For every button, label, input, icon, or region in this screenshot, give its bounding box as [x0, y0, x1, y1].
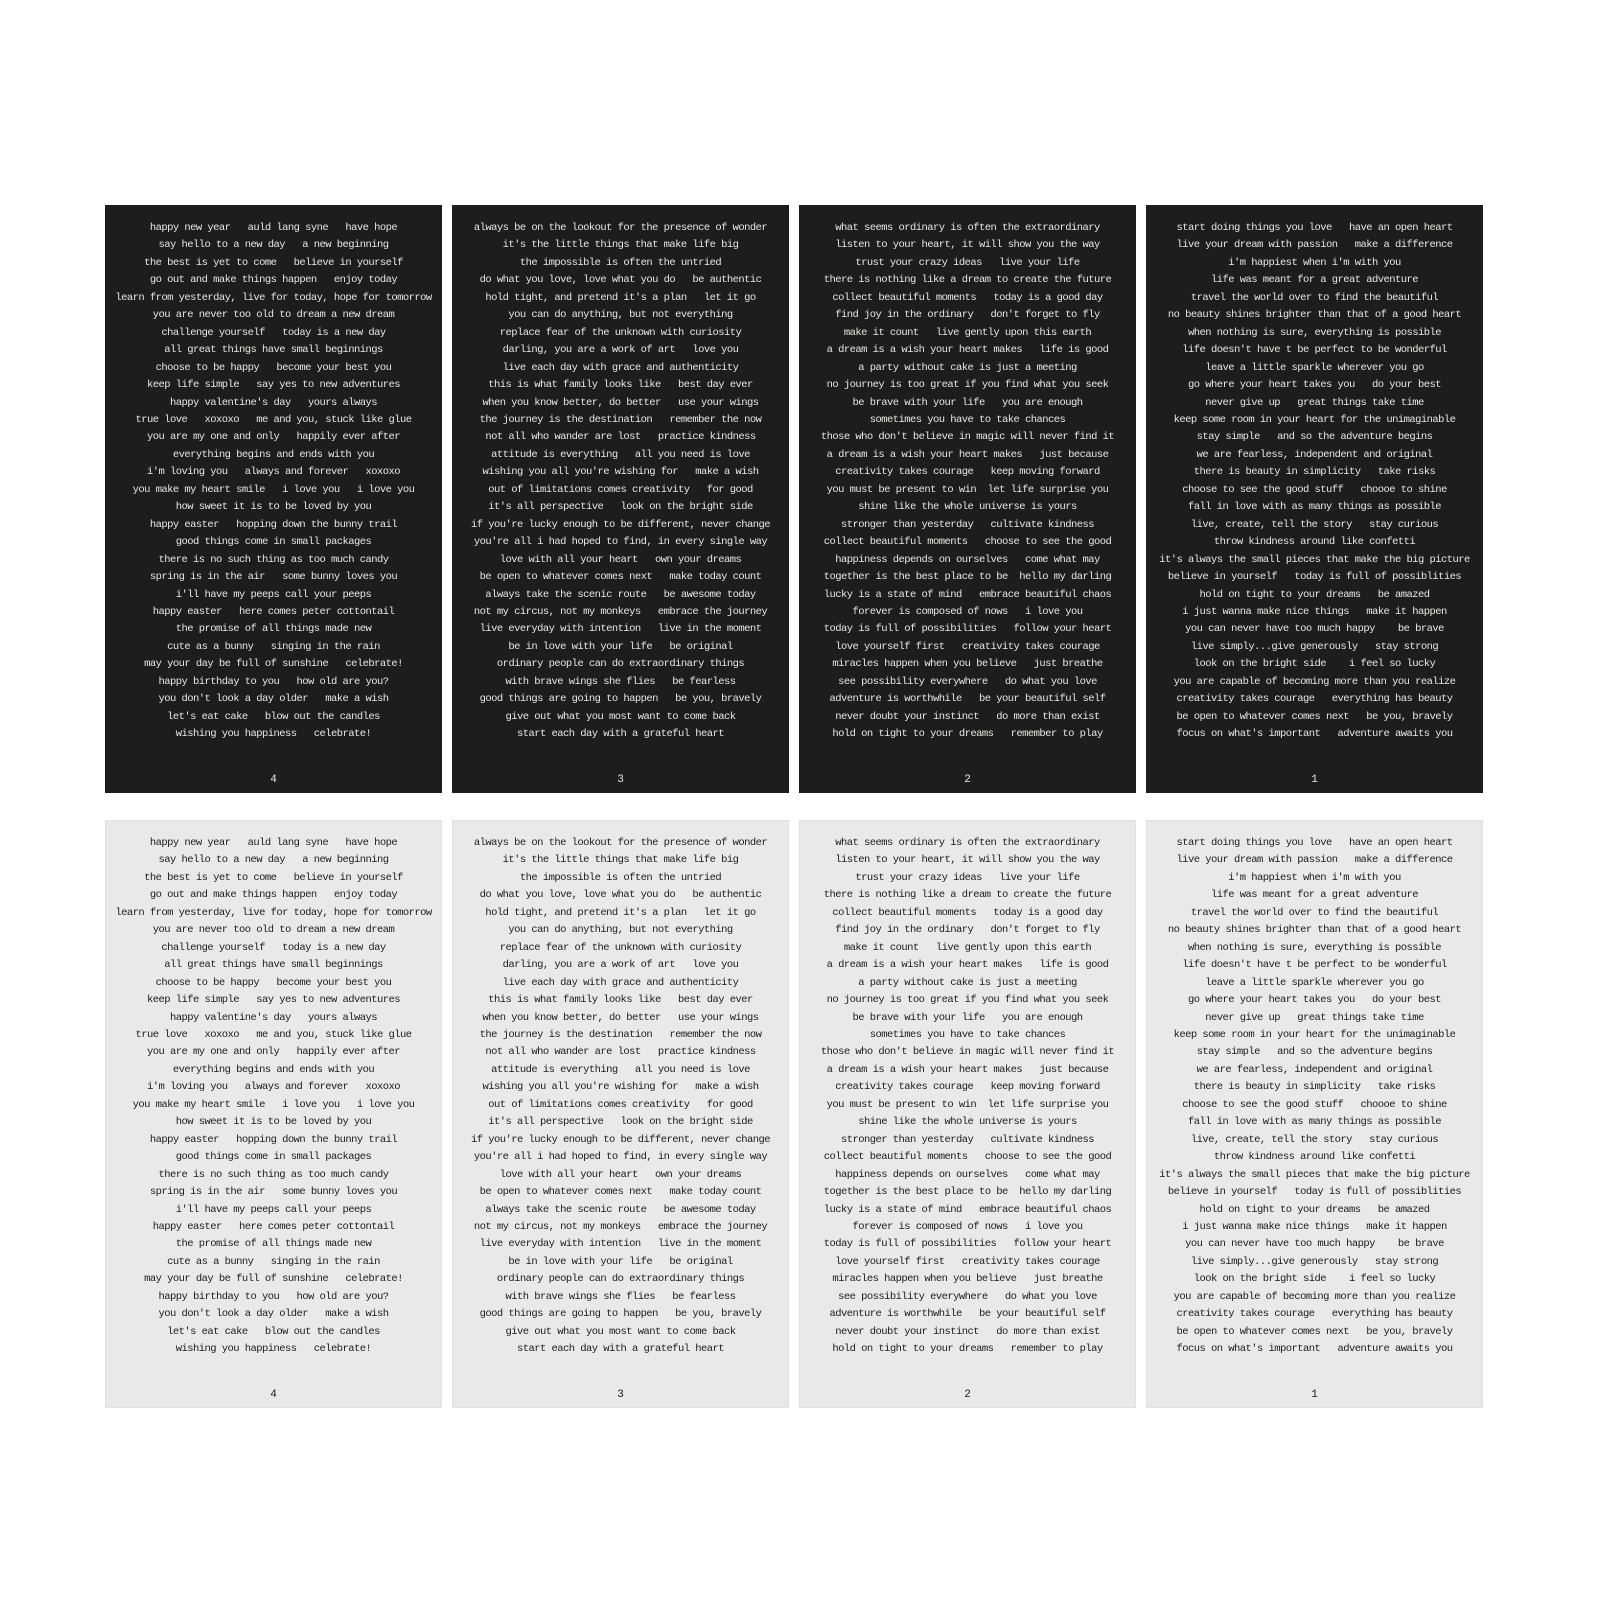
phrase-line: say hello to a new day a new beginning	[158, 854, 389, 867]
phrase-line: choose to see the good stuff choooe to shine	[1182, 1098, 1447, 1111]
phrase-line: stronger than yesterday cultivate kindness	[840, 518, 1095, 531]
phrase-line: fall in love with as many things as possible	[1187, 501, 1442, 514]
phrase-line: wishing you happiness celebrate!	[175, 728, 372, 741]
phrase-line: shine like the whole universe is yours	[858, 1116, 1077, 1129]
phrase-line: live each day with grace and authenticity	[502, 361, 739, 374]
phrase-line: love with all your heart own your dreams	[499, 553, 742, 566]
phrase-line: go where your heart takes you do your best	[1187, 379, 1442, 392]
phrase-line: there is nothing like a dream to create the future	[823, 274, 1112, 287]
phrase-lines	[114, 220, 433, 744]
phrase-line: creativity takes courage keep moving forward	[835, 1081, 1100, 1094]
sheet-number: 1	[1311, 1389, 1318, 1401]
phrase-line: happy birthday to you how old are you?	[158, 675, 389, 688]
phrase-line: it's all perspective look on the bright side	[488, 501, 753, 514]
phrase-line: this is what family looks like best day ever	[488, 994, 753, 1007]
phrase-line: there is no such thing as too much candy	[158, 553, 389, 566]
phrase-lines	[808, 835, 1127, 1359]
sheet-number: 2	[964, 1389, 971, 1401]
phrase-line: challenge yourself today is a new day	[161, 941, 386, 954]
sticker-sheet-white-2	[799, 820, 1136, 1408]
phrase-line: stay simple and so the adventure begins	[1196, 431, 1433, 444]
phrase-line: trust your crazy ideas live your life	[855, 871, 1080, 884]
phrase-line: live, create, tell the story stay curious	[1190, 1133, 1439, 1146]
phrase-line: all great things have small beginnings	[164, 959, 383, 972]
phrase-line: darling, you are a work of art love you	[502, 344, 739, 357]
phrase-line: it's the little things that make life big	[502, 239, 739, 252]
phrase-line: go where your heart takes you do your best	[1187, 994, 1442, 1007]
phrase-line: be in love with your life be original	[508, 640, 733, 653]
phrase-line: start each day with a grateful heart	[516, 1343, 725, 1356]
phrase-line: the best is yet to come believe in yourself	[144, 871, 403, 884]
phrase-line: be open to whatever comes next make today count	[479, 571, 762, 584]
phrase-line: good things are going to happen be you, bravely	[479, 1308, 762, 1321]
phrase-line: not all who wander are lost practice kindness	[485, 1046, 756, 1059]
phrase-line: focus on what's important adventure awaits you	[1176, 728, 1453, 741]
phrase-line: it's the little things that make life big	[502, 854, 739, 867]
phrase-line: throw kindness around like confetti	[1213, 1151, 1416, 1164]
phrase-line: leave a little sparkle wherever you go	[1205, 976, 1424, 989]
sheet-number: 2	[964, 774, 971, 786]
phrase-line: you're all i had hoped to find, in every single way	[473, 536, 768, 549]
phrase-line: happy valentine's day yours always	[169, 396, 378, 409]
phrase-line: you can do anything, but not everything	[508, 924, 733, 937]
phrase-line: the promise of all things made new	[175, 1238, 372, 1251]
phrase-line: miracles happen when you believe just breathe	[832, 1273, 1103, 1286]
phrase-line: go out and make things happen enjoy today	[149, 274, 398, 287]
sticker-sheet-white-1	[1146, 820, 1483, 1408]
phrase-line: be brave with your life you are enough	[852, 396, 1083, 409]
phrase-line: attitude is everything all you need is love	[491, 448, 750, 461]
phrase-line: give out what you most want to come back	[505, 1325, 736, 1338]
phrase-line: collect beautiful moments choose to see the good	[823, 536, 1112, 549]
sticker-sheet-black-3	[452, 205, 789, 793]
phrase-line: say hello to a new day a new beginning	[158, 239, 389, 252]
phrase-line: happy new year auld lang syne have hope	[149, 222, 398, 234]
phrase-line: i just wanna make nice things make it happen	[1182, 1220, 1447, 1233]
phrase-line: leave a little sparkle wherever you go	[1205, 361, 1424, 374]
phrase-line: look on the bright side i feel so lucky	[1193, 658, 1436, 671]
phrase-line: look on the bright side i feel so lucky	[1193, 1273, 1436, 1286]
phrase-line: always be on the lookout for the presence of wonder	[473, 837, 768, 849]
phrase-line: focus on what's important adventure awaits you	[1176, 1343, 1453, 1356]
phrase-line: fall in love with as many things as possible	[1187, 1116, 1442, 1129]
phrase-line: there is no such thing as too much candy	[158, 1168, 389, 1181]
phrase-lines	[1155, 220, 1474, 744]
phrase-line: start doing things you love have an open heart	[1176, 222, 1453, 234]
phrase-line: learn from yesterday, live for today, hope for tomorrow	[115, 906, 432, 919]
phrase-line: the journey is the destination remember the now	[479, 1028, 762, 1041]
phrase-line: stronger than yesterday cultivate kindness	[840, 1133, 1095, 1146]
phrase-line: listen to your heart, it will show you the way	[835, 239, 1100, 252]
phrase-line: never give up great things take time	[1205, 1011, 1424, 1024]
phrase-line: everything begins and ends with you	[172, 1063, 375, 1076]
phrase-line: never give up great things take time	[1205, 396, 1424, 409]
phrase-line: choose to be happy become your best you	[155, 976, 392, 989]
phrase-line: wishing you all you're wishing for make a wish	[482, 466, 759, 479]
phrase-line: there is beauty in simplicity take risks	[1193, 1081, 1436, 1094]
phrase-line: hold tight, and pretend it's a plan let it go	[485, 906, 756, 919]
phrase-line: not my circus, not my monkeys embrace the journey	[473, 605, 768, 618]
sticker-sheet-black-4	[105, 205, 442, 793]
phrase-line: wishing you all you're wishing for make a wish	[482, 1081, 759, 1094]
phrase-line: happy birthday to you how old are you?	[158, 1290, 389, 1303]
phrase-line: be open to whatever comes next be you, bravely	[1176, 710, 1453, 723]
phrase-line: when nothing is sure, everything is possible	[1187, 326, 1442, 339]
phrase-line: live each day with grace and authenticity	[502, 976, 739, 989]
phrase-line: a party without cake is just a meeting	[858, 361, 1077, 374]
phrase-line: there is beauty in simplicity take risks	[1193, 466, 1436, 479]
phrase-line: when you know better, do better use your wings	[482, 396, 759, 409]
phrase-line: keep life simple say yes to new adventures	[146, 379, 401, 392]
phrase-line: you can never have too much happy be brave	[1185, 1238, 1444, 1251]
phrase-lines	[1155, 835, 1474, 1359]
phrase-line: not my circus, not my monkeys embrace the journey	[473, 1220, 768, 1233]
phrase-line: good things come in small packages	[175, 1151, 372, 1164]
phrase-line: we are fearless, independent and original	[1196, 448, 1433, 461]
phrase-line: be brave with your life you are enough	[852, 1011, 1083, 1024]
phrase-line: wishing you happiness celebrate!	[175, 1343, 372, 1356]
phrase-line: those who don't believe in magic will never find it	[820, 431, 1115, 444]
phrase-line: adventure is worthwhile be your beautiful self	[829, 693, 1106, 706]
phrase-line: do what you love, love what you do be authentic	[479, 274, 762, 287]
phrase-line: no journey is too great if you find what you seek	[826, 994, 1109, 1007]
phrase-line: ordinary people can do extraordinary things	[496, 1273, 745, 1286]
phrase-line: live your dream with passion make a difference	[1176, 854, 1453, 867]
phrase-line: replace fear of the unknown with curiosity	[499, 326, 742, 339]
phrase-line: replace fear of the unknown with curiosity	[499, 941, 742, 954]
phrase-line: true love xoxoxo me and you, stuck like glue	[135, 1028, 412, 1041]
phrase-line: creativity takes courage keep moving forward	[835, 466, 1100, 479]
phrase-line: spring is in the air some bunny loves you	[149, 571, 398, 584]
phrase-line: the impossible is often the untried	[519, 256, 722, 269]
phrase-line: spring is in the air some bunny loves you	[149, 1186, 398, 1199]
phrase-line: sometimes you have to take chances	[869, 413, 1066, 426]
phrase-line: i'll have my peeps call your peeps	[175, 588, 372, 601]
phrase-line: hold on tight to your dreams be amazed	[1199, 588, 1430, 601]
phrase-line: true love xoxoxo me and you, stuck like glue	[135, 413, 412, 426]
phrase-line: you are capable of becoming more than you realize	[1173, 1290, 1456, 1303]
phrase-line: you don't look a day older make a wish	[158, 693, 389, 706]
phrase-line: forever is composed of nows i love you	[852, 605, 1083, 618]
phrase-line: cute as a bunny singing in the rain	[167, 1255, 380, 1268]
phrase-line: travel the world over to find the beautiful	[1190, 906, 1439, 919]
phrase-line: with brave wings she flies be fearless	[505, 1290, 736, 1303]
phrase-line: stay simple and so the adventure begins	[1196, 1046, 1433, 1059]
phrase-line: challenge yourself today is a new day	[161, 326, 386, 339]
phrase-line: live simply...give generously stay strong	[1190, 640, 1439, 653]
phrase-line: keep some room in your heart for the unimaginable	[1173, 413, 1456, 426]
phrase-line: start doing things you love have an open heart	[1176, 837, 1453, 849]
phrase-line: you are never too old to dream a new dream	[152, 924, 395, 937]
phrase-line: you must be present to win let life surprise you	[826, 483, 1109, 496]
phrase-line: be in love with your life be original	[508, 1255, 733, 1268]
phrase-line: love with all your heart own your dreams	[499, 1168, 742, 1181]
phrase-lines	[114, 835, 433, 1359]
phrase-line: adventure is worthwhile be your beautiful self	[829, 1308, 1106, 1321]
phrase-line: the impossible is often the untried	[519, 871, 722, 884]
phrase-line: may your day be full of sunshine celebrate!	[144, 658, 403, 671]
sticker-sheet-white-3	[452, 820, 789, 1408]
phrase-line: there is nothing like a dream to create the future	[823, 889, 1112, 902]
phrase-line: do what you love, love what you do be authentic	[479, 889, 762, 902]
phrase-line: hold on tight to your dreams be amazed	[1199, 1203, 1430, 1216]
phrase-line: you can never have too much happy be brave	[1185, 623, 1444, 636]
phrase-line: let's eat cake blow out the candles	[167, 1325, 380, 1338]
phrase-line: good things are going to happen be you, bravely	[479, 693, 762, 706]
phrase-line: it's all perspective look on the bright side	[488, 1116, 753, 1129]
phrase-line: life was meant for a great adventure	[1210, 274, 1419, 287]
phrase-line: lucky is a state of mind embrace beautiful chaos	[823, 588, 1112, 601]
phrase-line: out of limitations comes creativity for good	[488, 1098, 753, 1111]
phrase-line: collect beautiful moments today is a good day	[832, 291, 1103, 304]
phrase-line: happiness depends on ourselves come what may	[835, 1168, 1100, 1181]
phrase-line: attitude is everything all you need is love	[491, 1063, 750, 1076]
phrase-line: keep some room in your heart for the unimaginable	[1173, 1028, 1456, 1041]
phrase-line: a party without cake is just a meeting	[858, 976, 1077, 989]
phrase-line: no beauty shines brighter than that of a good heart	[1167, 309, 1462, 322]
phrase-line: keep life simple say yes to new adventures	[146, 994, 401, 1007]
phrase-line: creativity takes courage everything has beauty	[1176, 1308, 1453, 1321]
sticker-sheet-black-1	[1146, 205, 1483, 793]
phrase-line: miracles happen when you believe just breathe	[832, 658, 1103, 671]
phrase-line: it's always the small pieces that make the big picture	[1159, 553, 1470, 566]
phrase-line: you can do anything, but not everything	[508, 309, 733, 322]
phrase-line: happy easter here comes peter cottontail	[152, 605, 395, 618]
phrase-line: those who don't believe in magic will never find it	[820, 1046, 1115, 1059]
phrase-line: live everyday with intention live in the moment	[479, 1238, 762, 1251]
phrase-line: always take the scenic route be awesome today	[485, 1203, 756, 1216]
phrase-line: choose to be happy become your best you	[155, 361, 392, 374]
phrase-line: all great things have small beginnings	[164, 344, 383, 357]
phrase-line: we are fearless, independent and original	[1196, 1063, 1433, 1076]
phrase-line: may your day be full of sunshine celebrate!	[144, 1273, 403, 1286]
phrase-line: a dream is a wish your heart makes life is good	[826, 959, 1109, 972]
phrase-line: listen to your heart, it will show you the way	[835, 854, 1100, 867]
phrase-line: not all who wander are lost practice kindness	[485, 431, 756, 444]
white-sheets-row	[105, 820, 1483, 1408]
phrase-line: creativity takes courage everything has beauty	[1176, 693, 1453, 706]
phrase-line: i'll have my peeps call your peeps	[175, 1203, 372, 1216]
phrase-line: hold tight, and pretend it's a plan let it go	[485, 291, 756, 304]
phrase-line: you are my one and only happily ever after	[146, 431, 401, 444]
phrase-line: lucky is a state of mind embrace beautiful chaos	[823, 1203, 1112, 1216]
phrase-line: you are capable of becoming more than you realize	[1173, 675, 1456, 688]
phrase-line: make it count live gently upon this earth	[843, 941, 1092, 954]
phrase-line: always be on the lookout for the presence of wonder	[473, 222, 768, 234]
phrase-line: happy easter hopping down the bunny trail	[149, 518, 398, 531]
phrase-line: you make my heart smile i love you i love you	[132, 1098, 415, 1111]
phrase-line: everything begins and ends with you	[172, 448, 375, 461]
phrase-line: you don't look a day older make a wish	[158, 1308, 389, 1321]
phrase-line: ordinary people can do extraordinary things	[496, 658, 745, 671]
phrase-line: i just wanna make nice things make it happen	[1182, 605, 1447, 618]
phrase-line: collect beautiful moments today is a good day	[832, 906, 1103, 919]
phrase-line: life doesn't have t be perfect to be wonderful	[1182, 344, 1447, 357]
phrase-line: live everyday with intention live in the moment	[479, 623, 762, 636]
phrase-line: hold on tight to your dreams remember to play	[832, 1343, 1103, 1356]
phrase-line: find joy in the ordinary don't forget to fly	[835, 924, 1100, 937]
phrase-line: what seems ordinary is often the extraordinary	[835, 837, 1100, 849]
phrase-line: never doubt your instinct do more than exist	[835, 710, 1100, 723]
phrase-lines	[461, 835, 780, 1359]
phrase-line: today is full of possibilities follow your heart	[823, 623, 1112, 636]
phrase-line: i'm happiest when i'm with you	[1228, 871, 1401, 884]
phrase-line: what seems ordinary is often the extraordinary	[835, 222, 1100, 234]
phrase-line: love yourself first creativity takes courage	[835, 640, 1100, 653]
sheet-number: 4	[270, 1389, 277, 1401]
phrase-line: give out what you most want to come back	[505, 710, 736, 723]
sheet-number: 4	[270, 774, 277, 786]
sheet-number: 1	[1311, 774, 1318, 786]
phrase-line: you must be present to win let life surprise you	[826, 1098, 1109, 1111]
phrase-line: believe in yourself today is full of possiblities	[1167, 1186, 1462, 1199]
phrase-line: sometimes you have to take chances	[869, 1028, 1066, 1041]
phrase-line: with brave wings she flies be fearless	[505, 675, 736, 688]
phrase-line: life was meant for a great adventure	[1210, 889, 1419, 902]
phrase-line: choose to see the good stuff choooe to shine	[1182, 483, 1447, 496]
phrase-line: throw kindness around like confetti	[1213, 536, 1416, 549]
phrase-line: never doubt your instinct do more than exist	[835, 1325, 1100, 1338]
sheet-number: 3	[617, 774, 624, 786]
phrase-line: no journey is too great if you find what you seek	[826, 379, 1109, 392]
phrase-line: see possibility everywhere do what you love	[838, 675, 1097, 688]
phrase-lines	[808, 220, 1127, 744]
phrase-line: always take the scenic route be awesome today	[485, 588, 756, 601]
phrase-line: cute as a bunny singing in the rain	[167, 640, 380, 653]
sticker-sheet-white-4	[105, 820, 442, 1408]
phrase-line: start each day with a grateful heart	[516, 728, 725, 741]
phrase-line: live, create, tell the story stay curious	[1190, 518, 1439, 531]
phrase-line: together is the best place to be hello my darling	[823, 1186, 1112, 1199]
phrase-line: find joy in the ordinary don't forget to fly	[835, 309, 1100, 322]
phrase-line: the best is yet to come believe in yourself	[144, 256, 403, 269]
phrase-line: be open to whatever comes next be you, bravely	[1176, 1325, 1453, 1338]
phrase-line: shine like the whole universe is yours	[858, 501, 1077, 514]
phrase-line: make it count live gently upon this earth	[843, 326, 1092, 339]
phrase-line: i'm happiest when i'm with you	[1228, 256, 1401, 269]
phrase-line: see possibility everywhere do what you love	[838, 1290, 1097, 1303]
phrase-line: trust your crazy ideas live your life	[855, 256, 1080, 269]
phrase-line: good things come in small packages	[175, 536, 372, 549]
phrase-line: be open to whatever comes next make today count	[479, 1186, 762, 1199]
phrase-line: this is what family looks like best day ever	[488, 379, 753, 392]
phrase-line: darling, you are a work of art love you	[502, 959, 739, 972]
phrase-line: happy new year auld lang syne have hope	[149, 837, 398, 849]
phrase-line: life doesn't have t be perfect to be wonderful	[1182, 959, 1447, 972]
phrase-line: i'm loving you always and forever xoxoxo	[146, 1081, 401, 1094]
phrase-line: the promise of all things made new	[175, 623, 372, 636]
phrase-line: go out and make things happen enjoy today	[149, 889, 398, 902]
phrase-line: how sweet it is to be loved by you	[175, 501, 372, 514]
phrase-line: happy valentine's day yours always	[169, 1011, 378, 1024]
phrase-line: hold on tight to your dreams remember to play	[832, 728, 1103, 741]
phrase-line: you're all i had hoped to find, in every single way	[473, 1151, 768, 1164]
phrase-line: happy easter here comes peter cottontail	[152, 1220, 395, 1233]
phrase-line: when you know better, do better use your wings	[482, 1011, 759, 1024]
phrase-line: learn from yesterday, live for today, hope for tomorrow	[115, 291, 432, 304]
phrase-line: happy easter hopping down the bunny trail	[149, 1133, 398, 1146]
black-sheets-row	[105, 205, 1483, 793]
phrase-line: no beauty shines brighter than that of a good heart	[1167, 924, 1462, 937]
phrase-line: live your dream with passion make a difference	[1176, 239, 1453, 252]
phrase-line: you make my heart smile i love you i love you	[132, 483, 415, 496]
phrase-line: believe in yourself today is full of possiblities	[1167, 571, 1462, 584]
phrase-line: love yourself first creativity takes courage	[835, 1255, 1100, 1268]
phrase-line: if you're lucky enough to be different, never change	[470, 518, 771, 531]
phrase-line: a dream is a wish your heart makes just because	[826, 1063, 1109, 1076]
phrase-line: live simply...give generously stay strong	[1190, 1255, 1439, 1268]
phrase-line: you are my one and only happily ever after	[146, 1046, 401, 1059]
sheet-number: 3	[617, 1389, 624, 1401]
phrase-line: happiness depends on ourselves come what may	[835, 553, 1100, 566]
phrase-line: out of limitations comes creativity for good	[488, 483, 753, 496]
phrase-line: travel the world over to find the beautiful	[1190, 291, 1439, 304]
phrase-line: how sweet it is to be loved by you	[175, 1116, 372, 1129]
phrase-line: if you're lucky enough to be different, never change	[470, 1133, 771, 1146]
phrase-line: when nothing is sure, everything is possible	[1187, 941, 1442, 954]
phrase-line: forever is composed of nows i love you	[852, 1220, 1083, 1233]
phrase-line: a dream is a wish your heart makes life is good	[826, 344, 1109, 357]
phrase-line: let's eat cake blow out the candles	[167, 710, 380, 723]
phrase-lines	[461, 220, 780, 744]
sticker-sheet-black-2	[799, 205, 1136, 793]
phrase-line: i'm loving you always and forever xoxoxo	[146, 466, 401, 479]
phrase-line: it's always the small pieces that make the big picture	[1159, 1168, 1470, 1181]
phrase-line: collect beautiful moments choose to see the good	[823, 1151, 1112, 1164]
phrase-line: today is full of possibilities follow your heart	[823, 1238, 1112, 1251]
phrase-line: together is the best place to be hello my darling	[823, 571, 1112, 584]
phrase-line: you are never too old to dream a new dream	[152, 309, 395, 322]
phrase-line: a dream is a wish your heart makes just because	[826, 448, 1109, 461]
phrase-line: the journey is the destination remember the now	[479, 413, 762, 426]
